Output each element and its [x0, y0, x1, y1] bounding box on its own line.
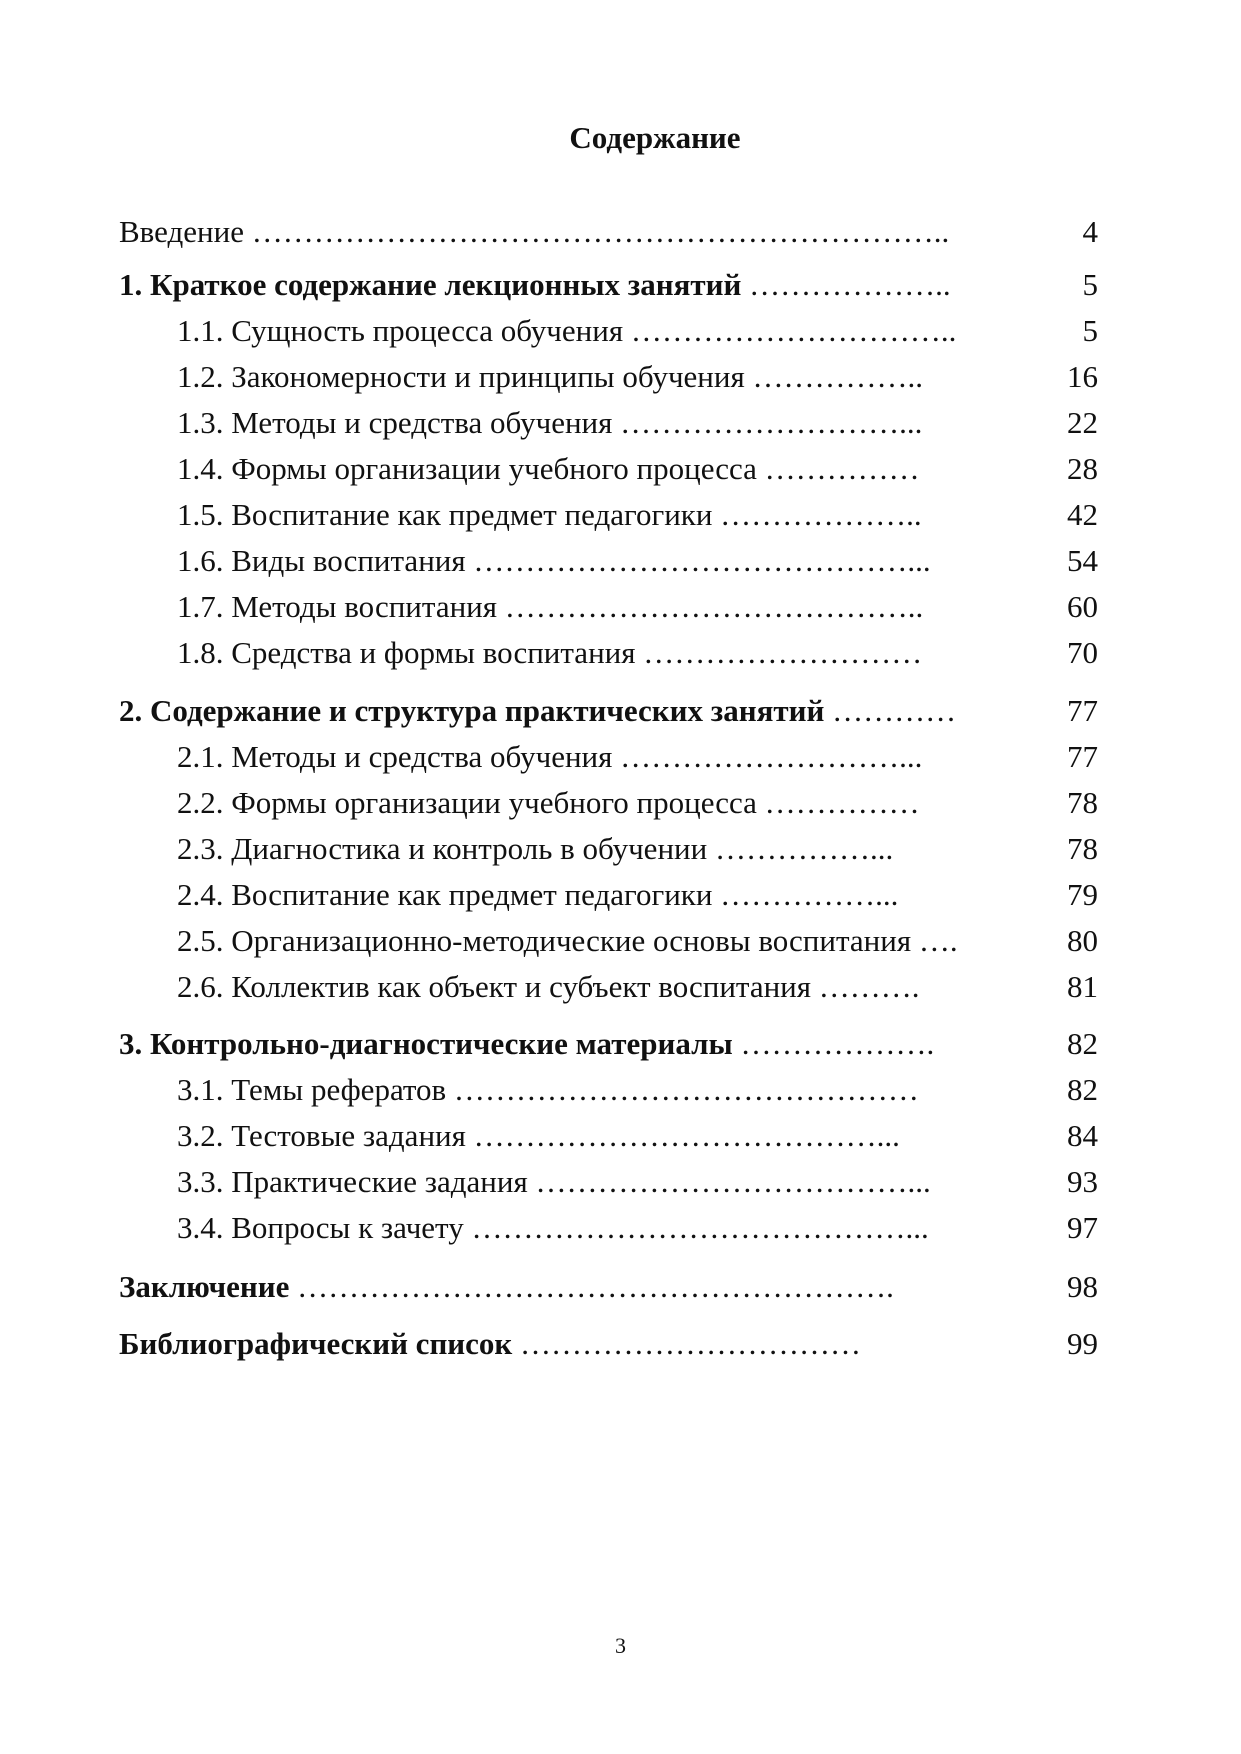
toc-section-title: Заключение [119, 1269, 290, 1304]
toc-entry-2-4 [0, 875, 1241, 915]
toc-entry-1-7 [0, 587, 1241, 627]
toc-entry-label: 2.1. Методы и средства обучения ………………………... [177, 739, 923, 774]
toc-entry-page: 81 [1067, 969, 1098, 1004]
toc-entry-page: 16 [1067, 359, 1098, 394]
toc-entry-label: Введение ………………………………………………………….. [119, 214, 950, 249]
toc-entry-3-4 [0, 1208, 1241, 1248]
toc-leader: ………………. [732, 1026, 935, 1061]
toc-entry-1-3 [0, 403, 1241, 443]
toc-section-2 [0, 691, 1241, 731]
toc-entry-label [119, 1024, 934, 1064]
toc-entry-label [119, 265, 951, 305]
toc-section-title: 3. Контрольно-диагностические материалы [119, 1026, 733, 1061]
toc-entry-1-6 [0, 541, 1241, 581]
toc-entry-page: 78 [1067, 785, 1098, 820]
toc-entry-1-4 [0, 449, 1241, 489]
toc-entry-label: 2.6. Коллектив как объект и субъект воспитания ………. [177, 969, 920, 1004]
toc-entry-label: 1.8. Средства и формы воспитания ……………………… [177, 635, 923, 670]
toc-entry-page: 54 [1067, 543, 1098, 578]
toc-entry-1-2 [0, 357, 1241, 397]
toc-entry-label: 3.4. Вопросы к зачету ……………………………………... [177, 1210, 929, 1245]
toc-section-title: 2. Содержание и структура практических занятий [119, 693, 825, 728]
toc-section-3 [0, 1024, 1241, 1064]
toc-entry-page: 60 [1067, 589, 1098, 624]
toc-entry-page: 98 [1067, 1269, 1098, 1304]
toc-leader: ……………….. [741, 267, 951, 302]
toc-entry-label: 3.3. Практические задания ………………………………... [177, 1164, 931, 1199]
toc-section-1 [0, 265, 1241, 305]
toc-entry-label: 3.1. Темы рефератов ……………………………………… [177, 1072, 919, 1107]
toc-bibliography [0, 1324, 1241, 1364]
toc-entry-label: 2.3. Диагностика и контроль в обучении ……………... [177, 831, 894, 866]
page-number: 3 [615, 1633, 626, 1658]
toc-entry-page: 5 [1082, 267, 1098, 302]
toc-entry-label: 1.5. Воспитание как предмет педагогики ……………….. [177, 497, 922, 532]
toc-entry-page: 70 [1067, 635, 1098, 670]
toc-conclusion [0, 1267, 1241, 1307]
toc-entry-1-5 [0, 495, 1241, 535]
toc-entry-label: 2.4. Воспитание как предмет педагогики ……………... [177, 877, 899, 912]
toc-entry-2-5 [0, 921, 1241, 961]
toc-leader: …………………………… [512, 1326, 862, 1361]
toc-entry-page: 82 [1067, 1072, 1098, 1107]
toc-entry-page: 84 [1067, 1118, 1098, 1153]
toc-entry-label: 1.1. Сущность процесса обучения ………………………….. [177, 313, 957, 348]
toc-entry-1-8 [0, 633, 1241, 673]
toc-entry-label: 1.6. Виды воспитания ……………………………………... [177, 543, 931, 578]
toc-entry-page: 42 [1067, 497, 1098, 532]
toc-entry-label: 1.2. Закономерности и принципы обучения …………….. [177, 359, 923, 394]
toc-section-title: 1. Краткое содержание лекционных занятий [119, 267, 742, 302]
toc-entry-page: 97 [1067, 1210, 1098, 1245]
toc-entry-page: 77 [1067, 739, 1098, 774]
toc-entry-1-1 [0, 311, 1241, 351]
toc-entry-page: 28 [1067, 451, 1098, 486]
toc-entry-page: 80 [1067, 923, 1098, 958]
toc-entry-label [119, 691, 956, 731]
toc-entry-page: 4 [1082, 214, 1098, 249]
toc-entry-2-2 [0, 783, 1241, 823]
toc-entry-label: 1.3. Методы и средства обучения ………………………... [177, 405, 923, 440]
toc-entry-3-2 [0, 1116, 1241, 1156]
toc-leader: ………… [824, 693, 957, 728]
toc-entry-page: 5 [1082, 313, 1098, 348]
toc-entry-label: 2.5. Организационно-методические основы воспитания …. [177, 923, 958, 958]
toc-entry-label [119, 1267, 894, 1307]
toc-entry-2-3 [0, 829, 1241, 869]
toc-entry-page: 82 [1067, 1026, 1098, 1061]
page-title: Содержание [569, 120, 741, 155]
toc-entry-label: 1.7. Методы воспитания ………………………………….. [177, 589, 924, 624]
toc-entry-2-1 [0, 737, 1241, 777]
toc-entry-label [119, 1324, 861, 1364]
toc-section-title: Библиографический список [119, 1326, 513, 1361]
toc-entry-page: 99 [1067, 1326, 1098, 1361]
toc-entry-page: 77 [1067, 693, 1098, 728]
toc-entry-label: 2.2. Формы организации учебного процесса …………… [177, 785, 920, 820]
toc-entry-introduction [0, 212, 1241, 252]
toc-entry-page: 78 [1067, 831, 1098, 866]
toc-entry-page: 79 [1067, 877, 1098, 912]
toc-entry-3-3 [0, 1162, 1241, 1202]
toc-leader: …………………………………………………. [289, 1269, 894, 1304]
toc-entry-page: 93 [1067, 1164, 1098, 1199]
toc-entry-2-6 [0, 967, 1241, 1007]
toc-entry-3-1 [0, 1070, 1241, 1110]
toc-entry-label: 1.4. Формы организации учебного процесса …………… [177, 451, 920, 486]
toc-entry-page: 22 [1067, 405, 1098, 440]
toc-entry-label: 3.2. Тестовые задания …………………………………... [177, 1118, 900, 1153]
